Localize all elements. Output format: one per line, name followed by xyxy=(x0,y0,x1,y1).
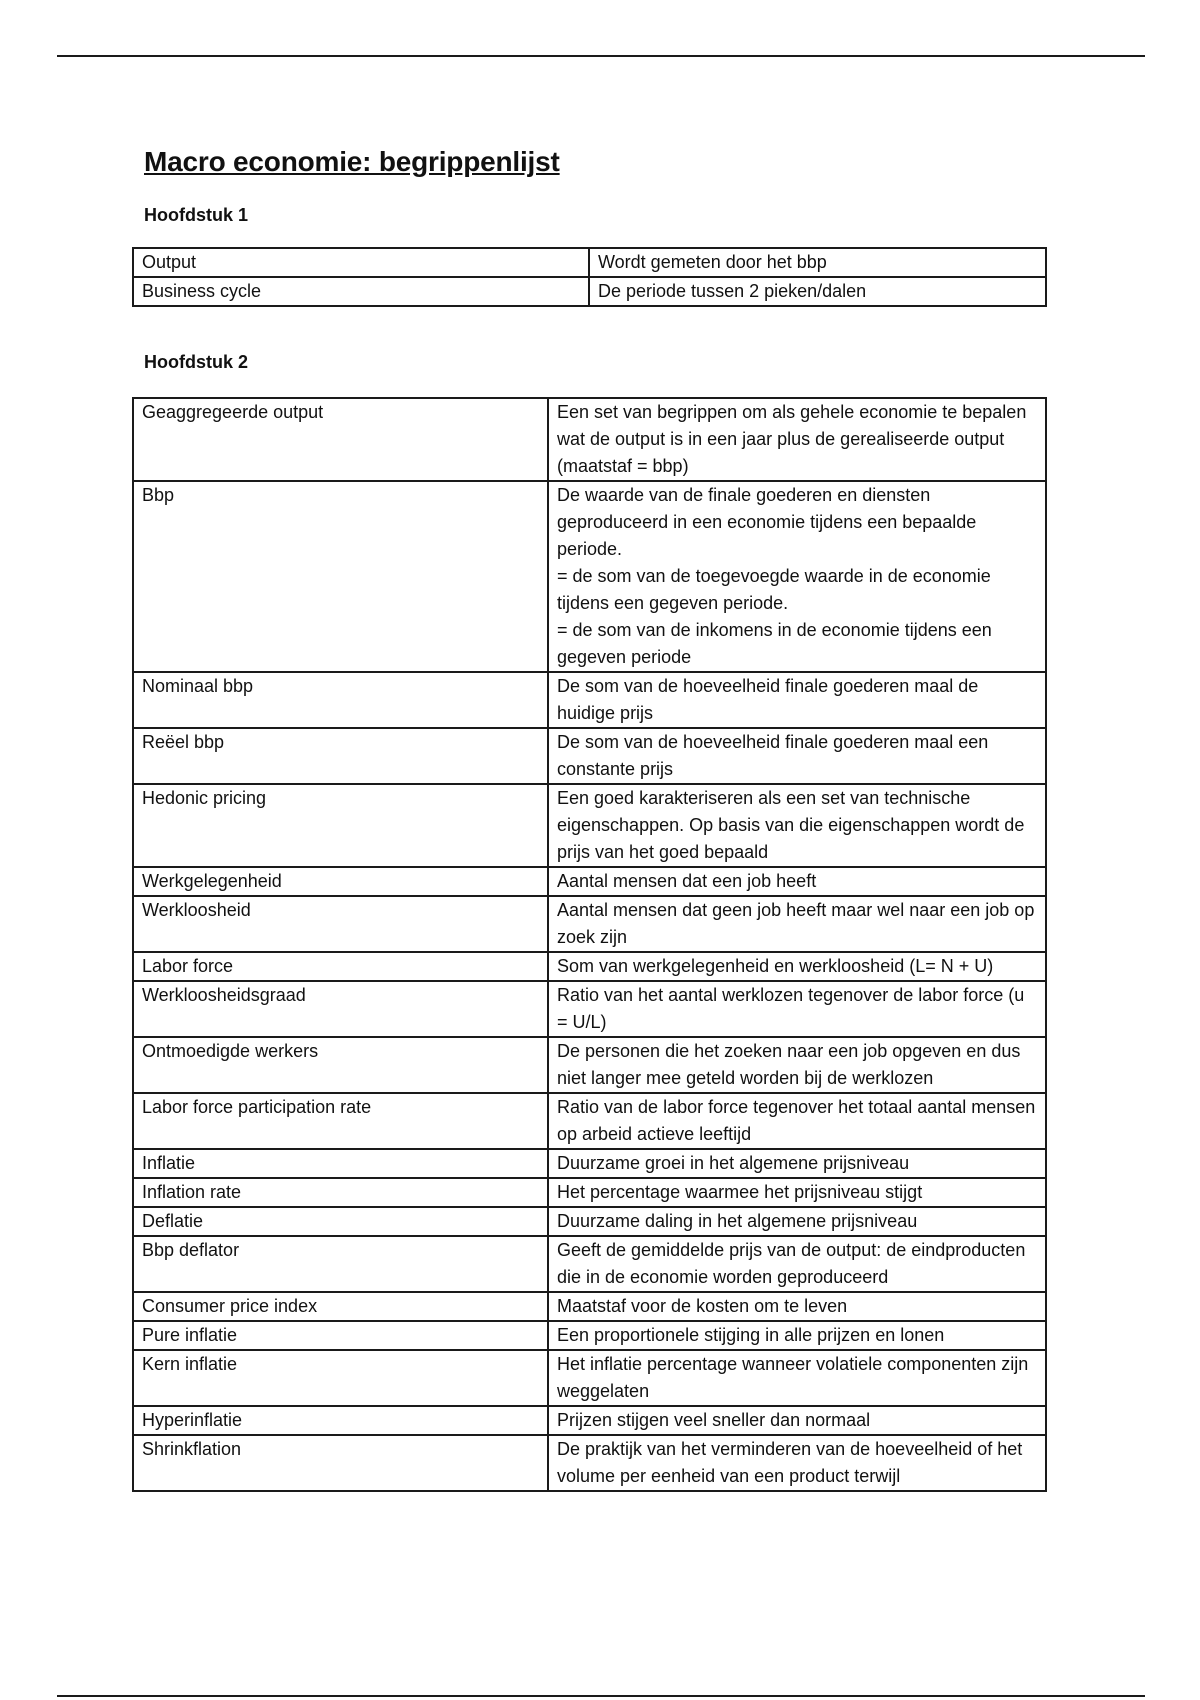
table-row xyxy=(133,1406,1046,1435)
definition-cell: Wordt gemeten door het bbp xyxy=(589,248,1046,277)
term-cell: Pure inflatie xyxy=(133,1321,548,1350)
definition-cell: Som van werkgelegenheid en werkloosheid (L= N + U) xyxy=(548,952,1046,981)
term-cell: Geaggregeerde output xyxy=(133,398,548,481)
definition-cell: Duurzame groei in het algemene prijsniveau xyxy=(548,1149,1046,1178)
term-cell: Inflation rate xyxy=(133,1178,548,1207)
table-row xyxy=(133,784,1046,867)
definition-cell: Maatstaf voor de kosten om te leven xyxy=(548,1292,1046,1321)
table-row xyxy=(133,1149,1046,1178)
table-row xyxy=(133,1292,1046,1321)
definition-cell: Een goed karakteriseren als een set van technische eigenschappen. Op basis van die eigenschappen wordt de prijs van het goed bepaald xyxy=(548,784,1046,867)
term-cell: Hedonic pricing xyxy=(133,784,548,867)
definition-cell: De som van de hoeveelheid finale goederen maal de huidige prijs xyxy=(548,672,1046,728)
definition-cell: Het percentage waarmee het prijsniveau stijgt xyxy=(548,1178,1046,1207)
term-cell: Reëel bbp xyxy=(133,728,548,784)
definition-cell: De waarde van de finale goederen en diensten geproduceerd in een economie tijdens een bepaalde periode. = de som van de toegevoegde waarde in de economie tijdens een gegeven periode. = de som van de inkomens in de economie tijdens een gegeven periode xyxy=(548,481,1046,672)
table-row xyxy=(133,277,1046,306)
page-title: Macro economie: begrippenlijst xyxy=(144,146,560,177)
header-rule xyxy=(57,55,1145,57)
table-row xyxy=(133,981,1046,1037)
definition-cell: De praktijk van het verminderen van de hoeveelheid of het volume per eenheid van een product terwijl xyxy=(548,1435,1046,1491)
definition-cell: Een proportionele stijging in alle prijzen en lonen xyxy=(548,1321,1046,1350)
table-row xyxy=(133,1321,1046,1350)
table-row xyxy=(133,1037,1046,1093)
table-row xyxy=(133,398,1046,481)
term-cell: Bbp deflator xyxy=(133,1236,548,1292)
term-cell: Werkgelegenheid xyxy=(133,867,548,896)
table-row xyxy=(133,896,1046,952)
table-row xyxy=(133,481,1046,672)
table-row xyxy=(133,1093,1046,1149)
table-row xyxy=(133,728,1046,784)
term-cell: Inflatie xyxy=(133,1149,548,1178)
term-cell: Werkloosheidsgraad xyxy=(133,981,548,1037)
term-cell: Werkloosheid xyxy=(133,896,548,952)
definition-cell: Prijzen stijgen veel sneller dan normaal xyxy=(548,1406,1046,1435)
term-cell: Nominaal bbp xyxy=(133,672,548,728)
definition-cell: Geeft de gemiddelde prijs van de output: de eindproducten die in de economie worden geproduceerd xyxy=(548,1236,1046,1292)
definition-cell: De periode tussen 2 pieken/dalen xyxy=(589,277,1046,306)
term-cell: Ontmoedigde werkers xyxy=(133,1037,548,1093)
chapter-1-table xyxy=(132,247,1047,307)
table-row xyxy=(133,1435,1046,1491)
term-cell: Business cycle xyxy=(133,277,589,306)
table-row xyxy=(133,1207,1046,1236)
footer-rule xyxy=(57,1695,1145,1697)
chapter-1-heading: Hoofdstuk 1 xyxy=(144,205,249,225)
table-row xyxy=(133,1178,1046,1207)
term-cell: Consumer price index xyxy=(133,1292,548,1321)
chapter-2-table xyxy=(132,397,1047,1492)
term-cell: Bbp xyxy=(133,481,548,672)
table-row xyxy=(133,867,1046,896)
definition-cell: Ratio van het aantal werklozen tegenover de labor force (u = U/L) xyxy=(548,981,1046,1037)
term-cell: Deflatie xyxy=(133,1207,548,1236)
table-row xyxy=(133,952,1046,981)
term-cell: Hyperinflatie xyxy=(133,1406,548,1435)
term-cell: Shrinkflation xyxy=(133,1435,548,1491)
term-cell: Kern inflatie xyxy=(133,1350,548,1406)
table-row xyxy=(133,1236,1046,1292)
definition-cell: De personen die het zoeken naar een job opgeven en dus niet langer mee geteld worden bij de werklozen xyxy=(548,1037,1046,1093)
definition-cell: Aantal mensen dat een job heeft xyxy=(548,867,1046,896)
definition-cell: Duurzame daling in het algemene prijsniveau xyxy=(548,1207,1046,1236)
chapter-2-heading: Hoofdstuk 2 xyxy=(144,352,249,372)
table-row xyxy=(133,1350,1046,1406)
definition-cell: De som van de hoeveelheid finale goederen maal een constante prijs xyxy=(548,728,1046,784)
table-row xyxy=(133,672,1046,728)
definition-cell: Aantal mensen dat geen job heeft maar wel naar een job op zoek zijn xyxy=(548,896,1046,952)
definition-cell: Het inflatie percentage wanneer volatiele componenten zijn weggelaten xyxy=(548,1350,1046,1406)
definition-cell: Ratio van de labor force tegenover het totaal aantal mensen op arbeid actieve leeftijd xyxy=(548,1093,1046,1149)
term-cell: Output xyxy=(133,248,589,277)
term-cell: Labor force xyxy=(133,952,548,981)
term-cell: Labor force participation rate xyxy=(133,1093,548,1149)
definition-cell: Een set van begrippen om als gehele economie te bepalen wat de output is in een jaar plus de gerealiseerde output (maatstaf = bbp) xyxy=(548,398,1046,481)
table-row xyxy=(133,248,1046,277)
